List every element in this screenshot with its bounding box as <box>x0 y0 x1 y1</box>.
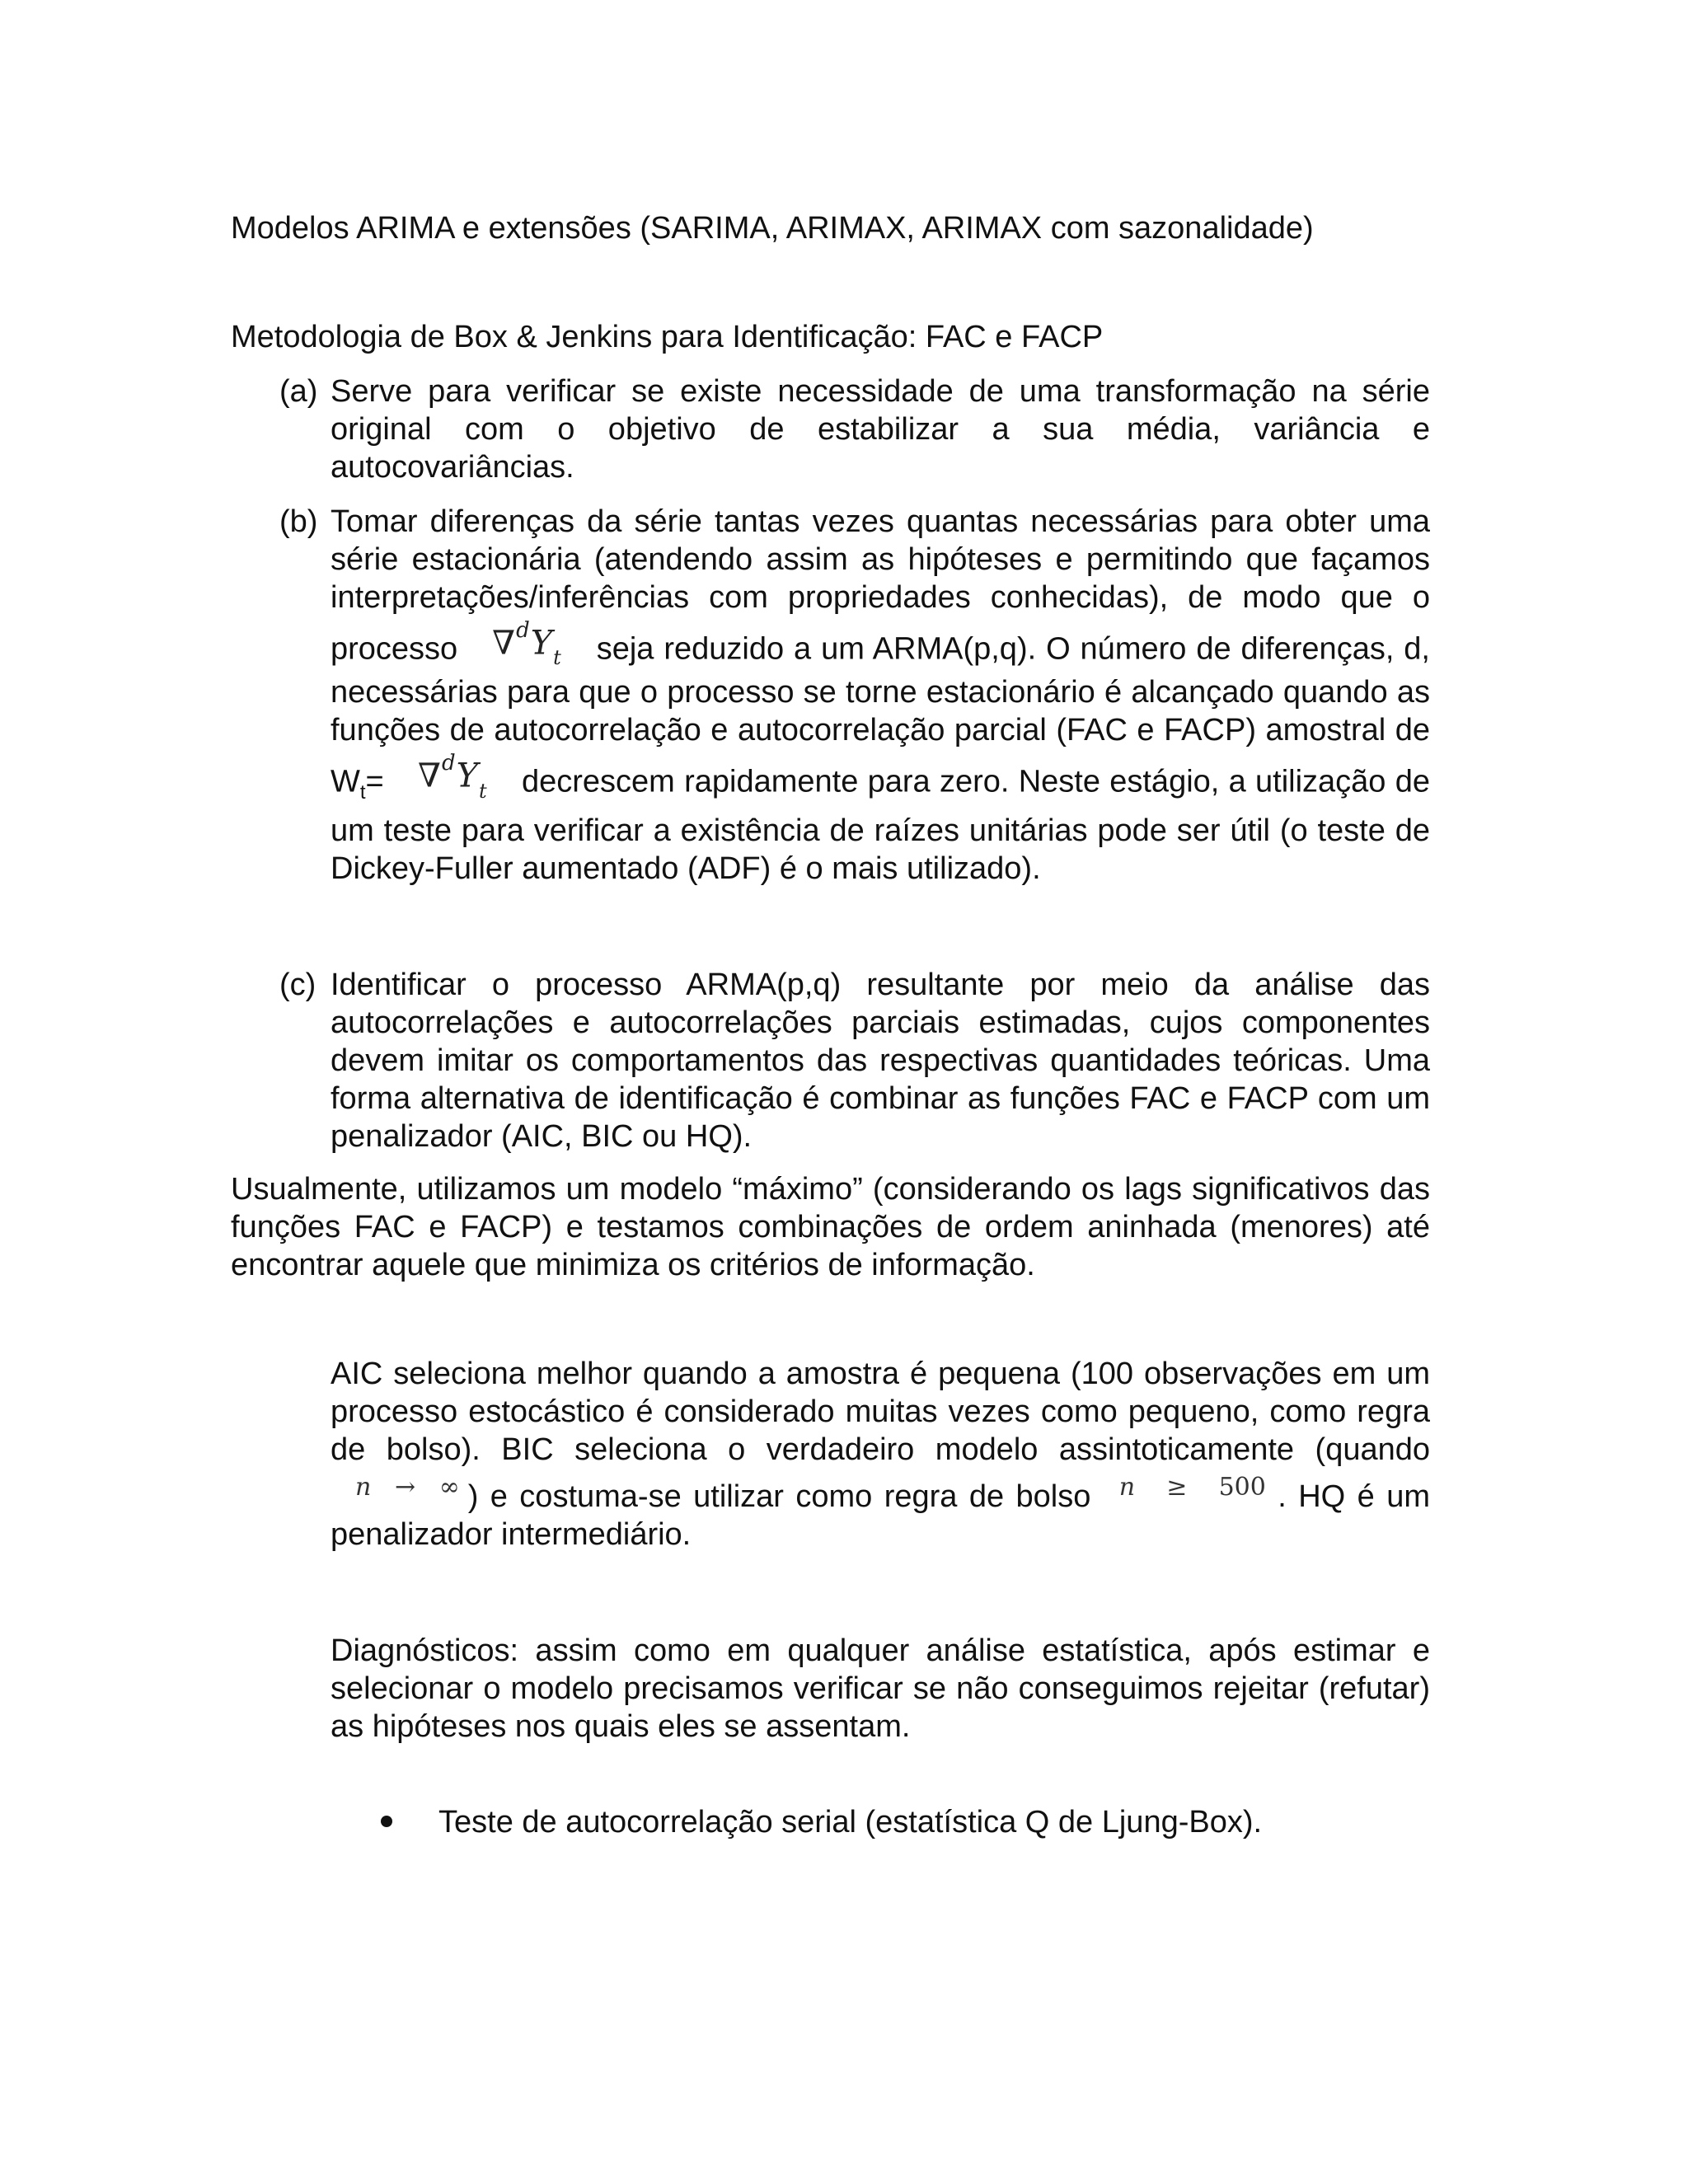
list-item-c <box>279 966 1430 1155</box>
wt-subscript: t <box>359 781 366 804</box>
list-item-b <box>279 503 1430 888</box>
item-b-text-part2: seja reduzido a um ARMA(p,q). O número de diferenças, d, necessárias para que o processo se torne estacionário é alcançado quando as funções de autocorrelação e autocorrelação parcial (FAC e FACP) amostral de W <box>331 631 1430 799</box>
list-item-label: (c) <box>279 968 316 1002</box>
list-item-text: Serve para verificar se existe necessidade de uma transformação na série original com o objetivo de estabilizar a sua média, variância e autocovariâncias. <box>331 374 1430 485</box>
n-geq-500-formula: n ≥ 500 <box>1118 1473 1266 1502</box>
list-item-label: (a) <box>279 374 318 409</box>
list-item-a <box>279 373 1430 486</box>
n-to-infinity-formula: n → ∞ <box>355 1473 460 1502</box>
bullet-text: Teste de autocorrelação serial (estatística Q de Ljung-Box). <box>438 1805 1263 1840</box>
list-item-text: Identificar o processo ARMA(p,q) resultante por meio da análise das autocorrelações e autocorrelações parciais estimadas, cujos componentes devem imitar os comportamentos das respectivas quantidades teóricas. Uma forma alternativa de identificação é combinar as funções FAC e FACP com um penalizador (AIC, BIC ou HQ). <box>331 968 1430 1154</box>
section-heading: Metodologia de Box & Jenkins para Identificação: FAC e FACP <box>231 320 1104 354</box>
aic-text-part3: . HQ é um penalizador intermediário. <box>331 1479 1430 1552</box>
bullet-icon <box>381 1816 392 1827</box>
list-item-text <box>331 503 1430 888</box>
usual-paragraph: Usualmente, utilizamos um modelo “máximo” (considerando os lags significativos das funções FAC e FACP) e testamos combinações de ordem aninhada (menores) até encontrar aquele que minimiza os critérios de informação. <box>231 1172 1430 1282</box>
aic-paragraph <box>331 1355 1430 1554</box>
aic-text-part2: ) e costuma-se utilizar como regra de bolso <box>467 1479 1091 1514</box>
list-item-label: (b) <box>279 504 318 539</box>
item-b-text-part1: Tomar diferenças da série tantas vezes quantas necessárias para obter uma série estacionária (atendendo assim as hipóteses e permitindo que façamos interpretações/inferências com propriedades conhecidas), de modo que o processo <box>331 504 1430 667</box>
nabla-d-y-t-formula-2: $\nabla^dY_t$ <box>418 751 488 803</box>
aic-text-part1: AIC seleciona melhor quando a amostra é pequena (100 observações em um processo estocástico é considerado muitas vezes como pequeno, como regra de bolso). BIC seleciona o verdadeiro modelo assintoticamente (quando <box>331 1357 1430 1467</box>
document-title: Modelos ARIMA e extensões (SARIMA, ARIMAX, ARIMAX com sazonalidade) <box>231 211 1314 246</box>
diagnostics-paragraph: Diagnósticos: assim como em qualquer análise estatística, após estimar e selecionar o modelo precisamos verificar se não conseguimos rejeitar (refutar) as hipóteses nos quais eles se assentam. <box>331 1633 1430 1744</box>
item-b-text-part3: decrescem rapidamente para zero. Neste estágio, a utilização de um teste para verificar a existência de raízes unitárias pode ser útil (o teste de Dickey-Fuller aumentado (ADF) é o mais utilizado). <box>331 764 1430 887</box>
nabla-d-y-t-formula: $\nabla^dY_t$ <box>492 618 562 670</box>
bullet-list-item <box>381 1803 1262 1841</box>
wt-equals: = <box>365 764 384 799</box>
